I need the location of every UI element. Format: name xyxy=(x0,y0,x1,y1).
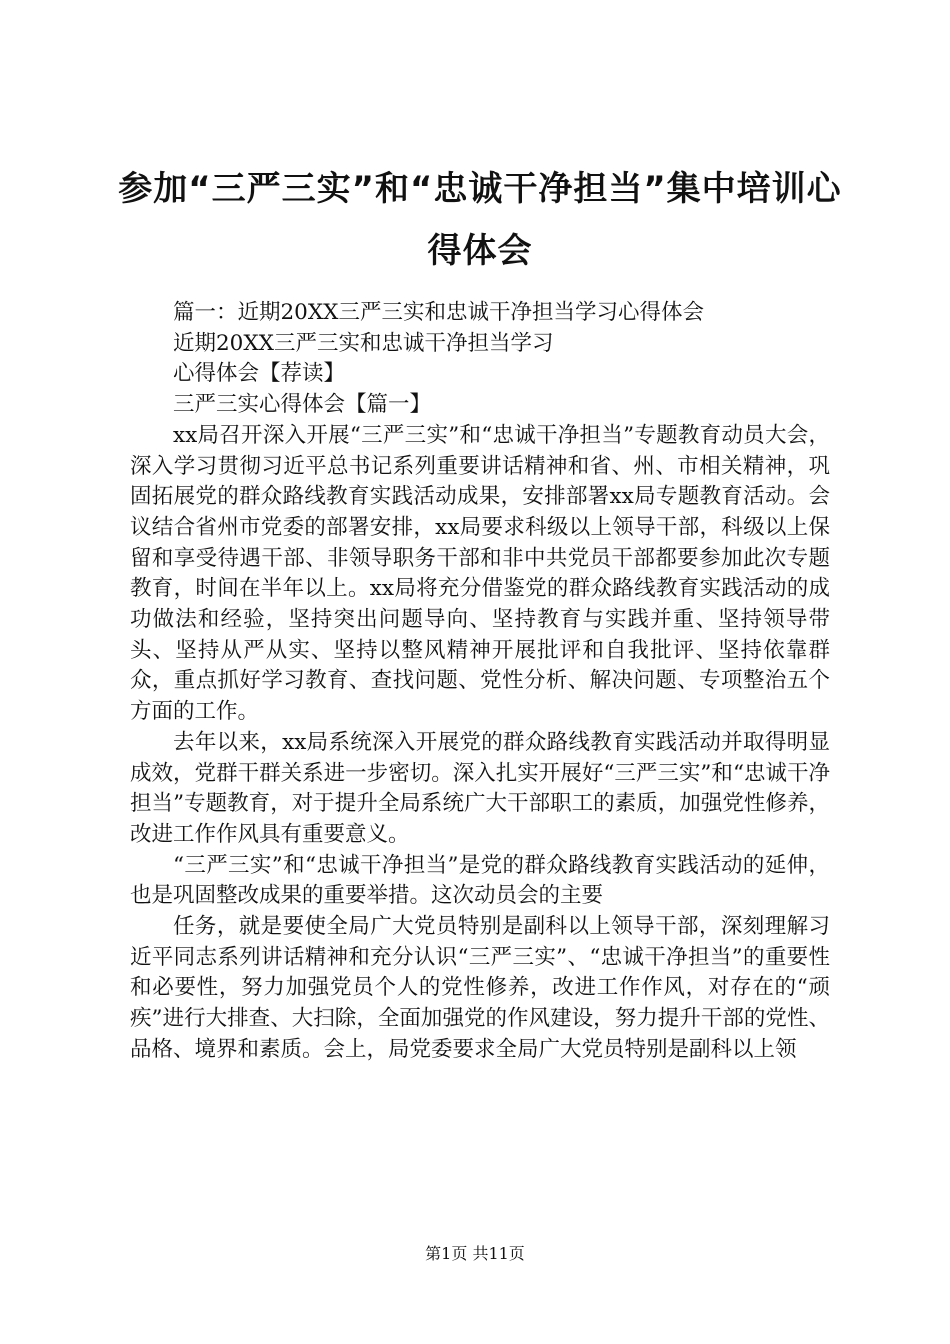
page-footer: 第1页 共11页 xyxy=(425,1244,525,1263)
subtitle-line: 近期20XX三严三实和忠诚干净担当学习 xyxy=(173,330,554,356)
subtitle-line: 心得体会【荐读】 xyxy=(173,361,346,387)
section-heading: 三严三实心得体会【篇一】 xyxy=(173,392,432,418)
body-paragraph: 去年以来，xx局系统深入开展党的群众路线教育实践活动并取得明显成效，党群干群关系进一步密切。深入扎实开展好“三严三实”和“忠诚干净担当”专题教育，对于提升全局系统广大干部职工的素质，加强党性修养，改进工作作风具有重要意义。 xyxy=(130,729,830,847)
body-paragraph: “三严三实”和“忠诚干净担当”是党的群众路线教育实践活动的延伸，也是巩固整改成果的重要举措。这次动员会的主要 xyxy=(130,852,830,909)
body-paragraph: xx局召开深入开展“三严三实”和“忠诚干净担当”专题教育动员大会，深入学习贯彻习近平总书记系列重要讲话精神和省、州、市相关精神，巩固拓展党的群众路线教育实践活动成果，安排部署xx局专题教育活动。会议结合省州市党委的部署安排，xx局要求科级以上领导干部，科级以上保留和享受待遇干部、非领导职务干部和非中共党员干部都要参加此次专题教育，时间在半年以上。xx局将充分借鉴党的群众路线教育实践活动的成功做法和经验，坚持突出问题导向、坚持教育与实践并重、坚持领导带头、坚持从严从实、坚持以整风精神开展批评和自我批评、坚持依靠群众，重点抓好学习教育、查找问题、党性分析、解决问题、专项整治五个方面的工作。 xyxy=(130,422,830,725)
section-heading: 篇一：近期20XX三严三实和忠诚干净担当学习心得体会 xyxy=(173,300,704,325)
body-paragraph: 任务，就是要使全局广大党员特别是副科以上领导干部，深刻理解习近平同志系列讲话精神和充分认识“三严三实”、“忠诚干净担当”的重要性和必要性，努力加强党员个人的党性修养，改进工作作风，对存在的“顽疾”进行大排查、大扫除，全面加强党的作风建设，努力提升干部的党性、品格、境界和素质。会上，局党委要求全局广大党员特别是副科以上领 xyxy=(130,914,830,1062)
document-body xyxy=(130,298,830,1066)
document-title: 参加“三严三实”和“忠诚干净担当”集中培训心得体会 xyxy=(118,169,842,271)
